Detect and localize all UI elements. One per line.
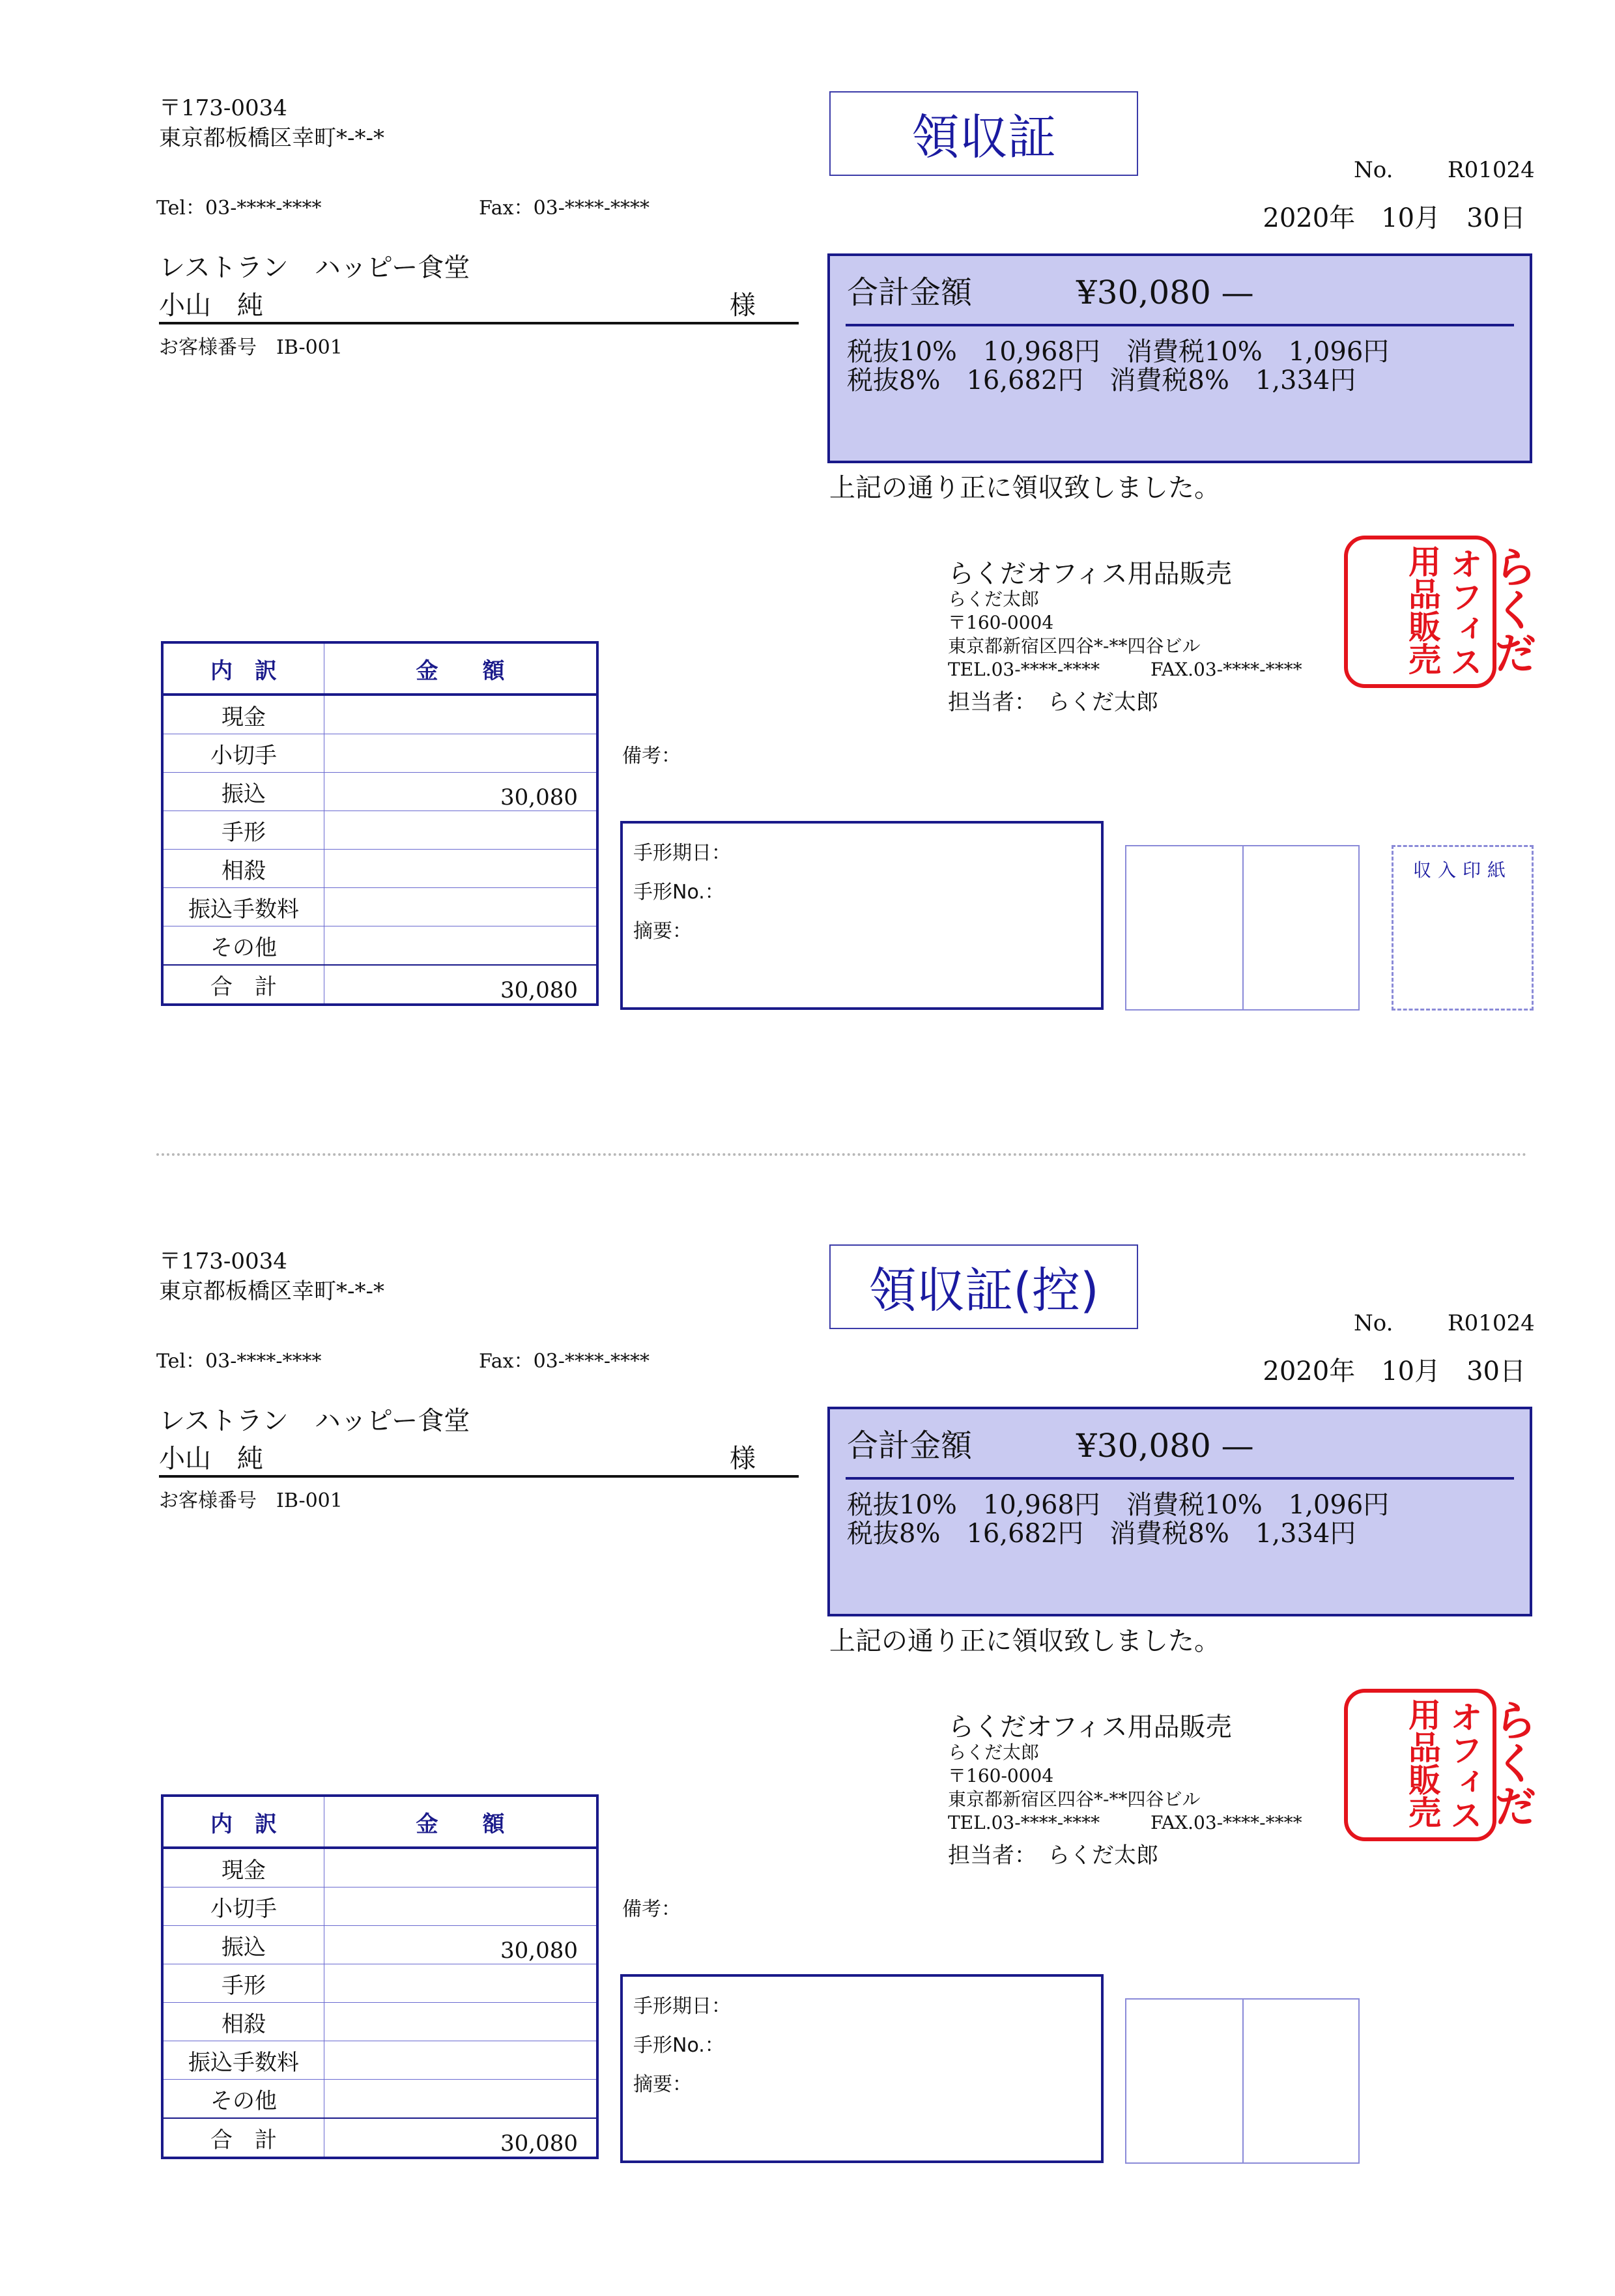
customer-name: 小山 純: [159, 1444, 263, 1474]
person-in-charge: 担当者： らくだ太郎: [948, 689, 1158, 715]
stamp-divider: [1242, 2000, 1244, 2162]
table-row: [162, 734, 597, 773]
breakdown-category: 振込手数料: [162, 888, 324, 926]
breakdown-total-label: 合 計: [162, 965, 324, 1005]
breakdown-total-label: 合 計: [162, 2118, 324, 2158]
breakdown-amount: [324, 734, 598, 773]
receipt-copy: [0, 1153, 1615, 2296]
receipt-no-label: No.: [1354, 157, 1393, 183]
breakdown-total-row: [162, 2118, 597, 2158]
breakdown-category: 振込: [162, 773, 324, 811]
breakdown-total-row: [162, 965, 597, 1005]
total-underline: [846, 1477, 1514, 1480]
breakdown-header-amount: 金 額: [324, 1796, 598, 1848]
breakdown-amount: [324, 1848, 598, 1887]
breakdown-category: 小切手: [162, 734, 324, 773]
company-seal: [1344, 1689, 1537, 1841]
issuer-fax: Fax：03-****-****: [479, 1350, 650, 1373]
receipt-no: R01024: [1448, 157, 1535, 183]
breakdown-header-row: [162, 642, 597, 695]
customer-name-underline: [159, 1475, 799, 1478]
tax-line-10: 税抜10% 10,968円 消費税10% 1,096円: [847, 1490, 1390, 1520]
table-row: [162, 811, 597, 850]
breakdown-total-amount: 30,080: [324, 965, 598, 1005]
breakdown-amount: [324, 850, 598, 888]
seller-postal: 〒160-0004: [948, 1765, 1054, 1787]
table-row: [162, 1926, 597, 1964]
breakdown-header-amount: 金 額: [324, 642, 598, 695]
stamp-divider: [1242, 846, 1244, 1009]
bill-no-label: 手形No.：: [633, 2034, 724, 2057]
bill-notes-box: [620, 1974, 1104, 2163]
breakdown-category: 現金: [162, 695, 324, 734]
summary-label: 摘要：: [633, 2073, 692, 2096]
breakdown-amount: [324, 811, 598, 850]
customer-number: お客様番号 IB-001: [159, 1489, 343, 1512]
table-row: [162, 888, 597, 926]
customer-number: お客様番号 IB-001: [159, 336, 343, 359]
seal-text-office: オフィス: [1445, 547, 1483, 678]
table-row: [162, 2041, 597, 2080]
breakdown-amount: [324, 888, 598, 926]
seal-text-rakuda: らくだ: [1487, 1698, 1537, 1827]
breakdown-category: 現金: [162, 1848, 324, 1887]
customer-name: 小山 純: [159, 291, 263, 321]
bill-due-label: 手形期日：: [633, 842, 731, 865]
received-statement: 上記の通り正に領収致しました。: [829, 473, 1220, 503]
tax-line-8: 税抜8% 16,682円 消費税8% 1,334円: [847, 366, 1356, 395]
honorific: 様: [730, 291, 756, 321]
breakdown-category: 手形: [162, 811, 324, 850]
total-amount-box: [827, 253, 1532, 463]
received-statement: 上記の通り正に領収致しました。: [829, 1626, 1220, 1656]
summary-label: 摘要：: [633, 920, 692, 943]
tax-line-10: 税抜10% 10,968円 消費税10% 1,096円: [847, 337, 1390, 367]
receipt-no-label: No.: [1354, 1310, 1393, 1336]
breakdown-amount: 30,080: [324, 773, 598, 811]
remarks-label: 備考：: [622, 1898, 681, 1921]
receipt-title: 領収証: [829, 91, 1138, 176]
revenue-stamp-label: 収入印紙: [1412, 859, 1512, 881]
remarks-label: 備考：: [622, 745, 681, 768]
issuer-tel: Tel：03-****-****: [156, 1350, 322, 1373]
total-amount: ¥30,080 —: [1076, 1427, 1254, 1465]
total-amount-box: [827, 1407, 1532, 1616]
issuer-address: 東京都板橋区幸町*-*-*: [159, 1278, 384, 1304]
table-row: [162, 695, 597, 734]
breakdown-amount: [324, 2041, 598, 2080]
seal-text-rakuda: らくだ: [1487, 545, 1537, 674]
table-row: [162, 926, 597, 966]
receipt-title: 領収証(控): [829, 1244, 1138, 1329]
total-label: 合計金額: [847, 274, 973, 311]
breakdown-amount: 30,080: [324, 1926, 598, 1964]
bill-due-label: 手形期日：: [633, 1995, 731, 2018]
breakdown-category: 相殺: [162, 850, 324, 888]
seal-col-left: [1354, 545, 1490, 675]
customer-name-underline: [159, 322, 799, 324]
breakdown-amount: [324, 1887, 598, 1926]
customer-company: レストラン ハッピー食堂: [159, 1406, 470, 1436]
seller-person: らくだ太郎: [948, 588, 1040, 610]
receipt-date: 2020年 10月 30日: [1263, 1356, 1526, 1386]
issuer-tel: Tel：03-****-****: [156, 197, 322, 220]
payment-breakdown-table: [161, 641, 599, 1006]
tax-line-8: 税抜8% 16,682円 消費税8% 1,334円: [847, 1519, 1356, 1549]
seller-name: らくだオフィス用品販売: [948, 1712, 1232, 1742]
table-row: [162, 1964, 597, 2003]
table-row: [162, 2080, 597, 2119]
breakdown-category: 小切手: [162, 1887, 324, 1926]
breakdown-total-amount: 30,080: [324, 2118, 598, 2158]
seal-col-left: [1354, 1698, 1490, 1828]
revenue-stamp-box: [1392, 845, 1534, 1011]
receipt-no: R01024: [1448, 1310, 1535, 1336]
company-seal: [1344, 536, 1537, 688]
breakdown-category: 相殺: [162, 2003, 324, 2041]
bill-no-label: 手形No.：: [633, 881, 724, 904]
breakdown-category: その他: [162, 926, 324, 966]
breakdown-amount: [324, 926, 598, 966]
payment-breakdown-table: [161, 1794, 599, 2159]
seller-person: らくだ太郎: [948, 1742, 1040, 1763]
total-underline: [846, 324, 1514, 326]
seller-fax: FAX.03-****-****: [1151, 659, 1302, 680]
approval-stamp-box: [1125, 1998, 1360, 2164]
seller-tel: TEL.03-****-****: [948, 659, 1100, 680]
breakdown-category: 振込: [162, 1926, 324, 1964]
total-label: 合計金額: [847, 1428, 973, 1464]
seal-text-goods: 用品販売: [1403, 1698, 1441, 1828]
table-row: [162, 850, 597, 888]
seller-address: 東京都新宿区四谷*-**四谷ビル: [948, 635, 1201, 657]
issuer-postal: 〒173-0034: [159, 95, 287, 121]
receipt-date: 2020年 10月 30日: [1263, 203, 1526, 233]
breakdown-header-category: 内 訳: [162, 1796, 324, 1848]
issuer-postal: 〒173-0034: [159, 1248, 287, 1274]
table-row: [162, 1848, 597, 1887]
breakdown-category: 振込手数料: [162, 2041, 324, 2080]
seller-name: らくだオフィス用品販売: [948, 559, 1232, 589]
seller-postal: 〒160-0004: [948, 612, 1054, 633]
person-in-charge: 担当者： らくだ太郎: [948, 1843, 1158, 1869]
breakdown-amount: [324, 1964, 598, 2003]
seller-address: 東京都新宿区四谷*-**四谷ビル: [948, 1788, 1201, 1810]
breakdown-header-row: [162, 1796, 597, 1848]
approval-stamp-box: [1125, 845, 1360, 1011]
breakdown-amount: [324, 695, 598, 734]
breakdown-amount: [324, 2003, 598, 2041]
breakdown-category: 手形: [162, 1964, 324, 2003]
table-row: [162, 773, 597, 811]
seller-fax: FAX.03-****-****: [1151, 1812, 1302, 1833]
seller-tel: TEL.03-****-****: [948, 1812, 1100, 1833]
seal-text-office: オフィス: [1445, 1700, 1483, 1831]
total-amount: ¥30,080 —: [1076, 274, 1254, 311]
table-row: [162, 2003, 597, 2041]
customer-company: レストラン ハッピー食堂: [159, 253, 470, 283]
breakdown-header-category: 内 訳: [162, 642, 324, 695]
table-row: [162, 1887, 597, 1926]
breakdown-category: その他: [162, 2080, 324, 2119]
honorific: 様: [730, 1444, 756, 1474]
receipt-original: [0, 0, 1615, 1143]
seal-text-goods: 用品販売: [1403, 545, 1441, 675]
breakdown-amount: [324, 2080, 598, 2119]
issuer-fax: Fax：03-****-****: [479, 197, 650, 220]
bill-notes-box: [620, 821, 1104, 1010]
issuer-address: 東京都板橋区幸町*-*-*: [159, 125, 384, 151]
